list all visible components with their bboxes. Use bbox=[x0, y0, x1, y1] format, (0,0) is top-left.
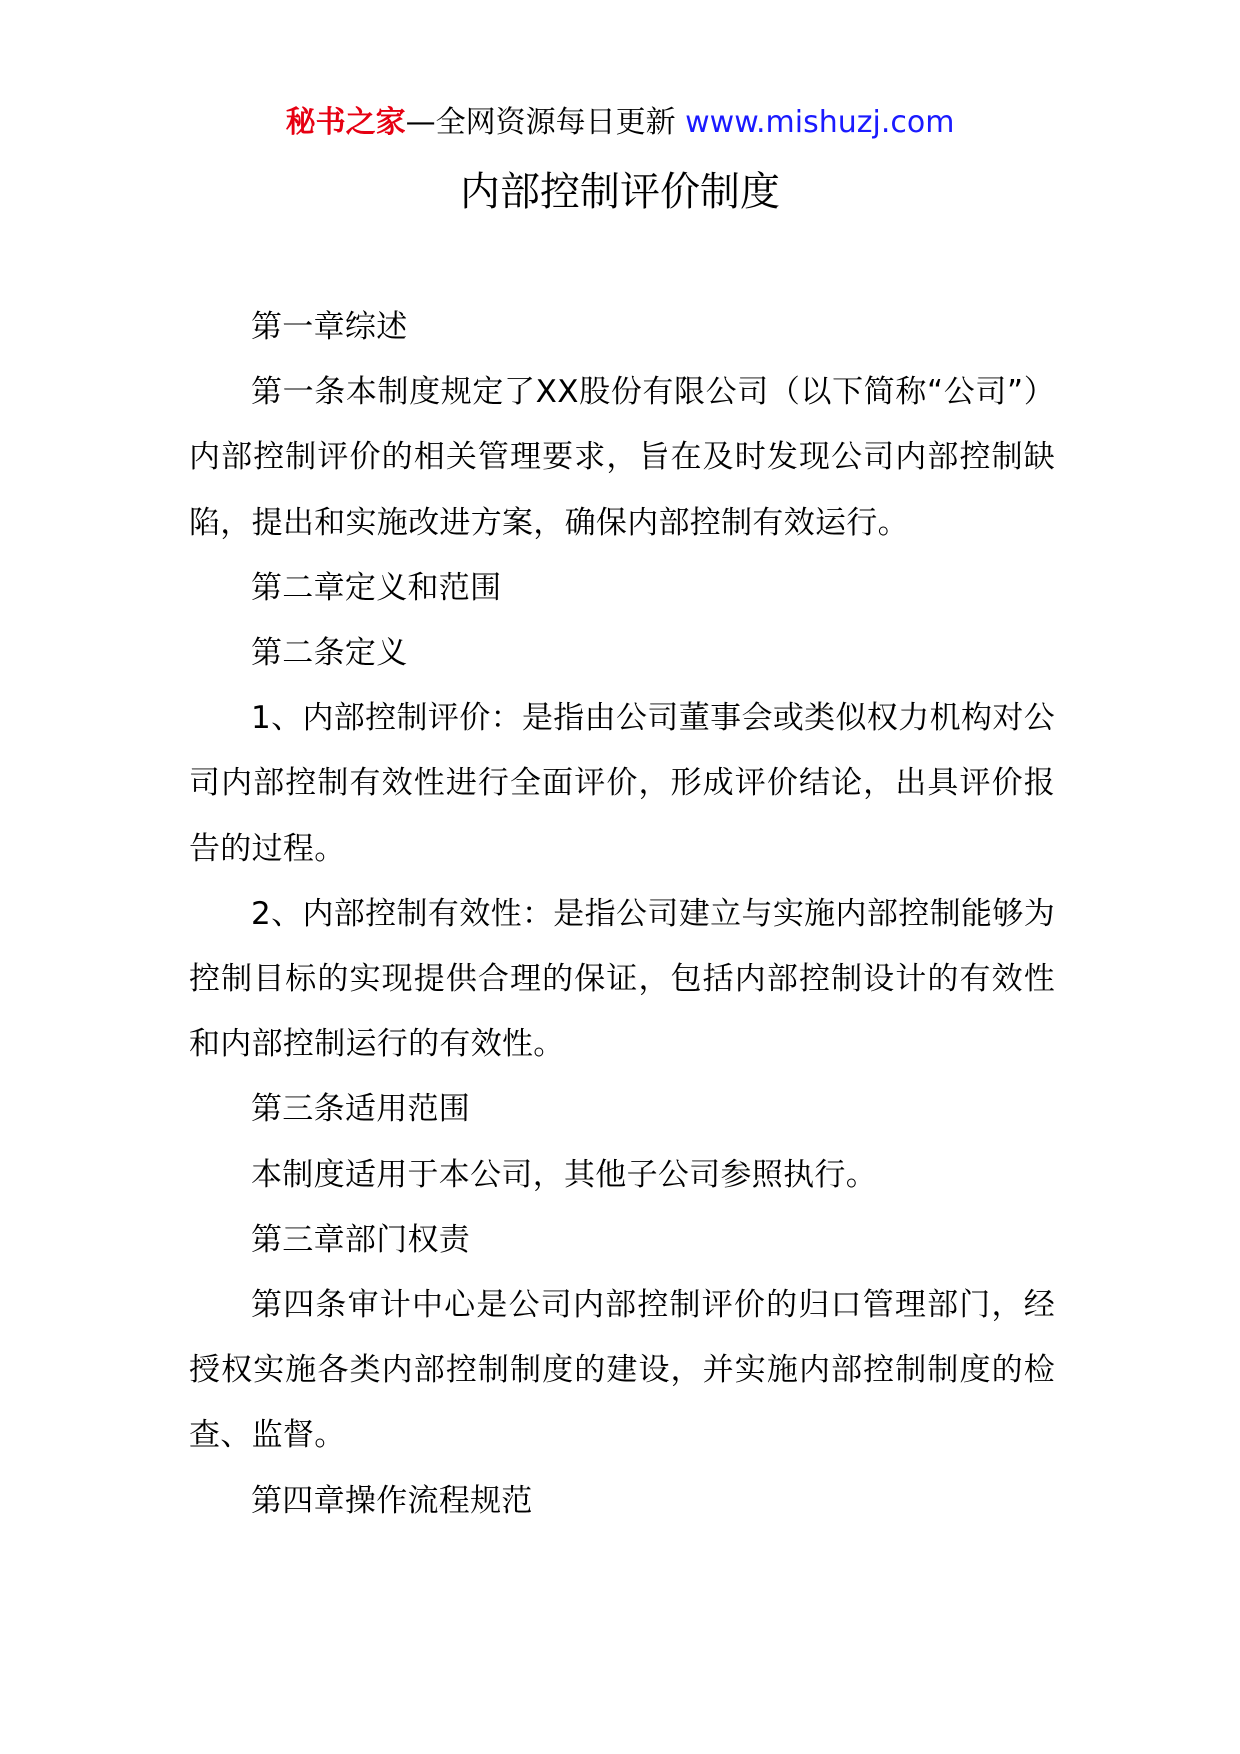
article-1-paragraph: 第一条本制度规定了XX股份有限公司（以下简称“公司”）内部控制评价的相关管理要求，旨在及时发现公司内部控制缺陷，提出和实施改进方案，确保内部控制有效运行。 bbox=[189, 374, 1055, 541]
document-body bbox=[189, 295, 1055, 1534]
site-url-link[interactable]: www.mishuzj.com bbox=[685, 105, 955, 140]
document-title: 内部控制评价制度 bbox=[460, 169, 780, 215]
article-2-heading: 第二条定义 bbox=[251, 635, 408, 672]
header-banner bbox=[0, 103, 1240, 143]
chapter-1-heading: 第一章综述 bbox=[251, 309, 408, 345]
article-4-paragraph: 第四条审计中心是公司内部控制评价的归口管理部门，经授权实施各类内部控制制度的建设，并实施内部控制制度的检查、监督。 bbox=[189, 1287, 1055, 1454]
scope-paragraph: 本制度适用于本公司，其他子公司参照执行。 bbox=[251, 1156, 877, 1193]
definition-1-paragraph: 1、内部控制评价：是指由公司董事会或类似权力机构对公司内部控制有效性进行全面评价，形成评价结论，出具评价报告的过程。 bbox=[189, 700, 1055, 867]
chapter-3-heading: 第三章部门权责 bbox=[251, 1221, 471, 1258]
chapter-2-heading: 第二章定义和范围 bbox=[251, 569, 502, 606]
brand-name: 秘书之家 bbox=[285, 105, 406, 140]
definition-2-paragraph: 2、内部控制有效性：是指公司建立与实施内部控制能够为控制目标的实现提供合理的保证，包括内部控制设计的有效性和内部控制运行的有效性。 bbox=[189, 895, 1055, 1063]
article-3-heading: 第三条适用范围 bbox=[251, 1091, 471, 1128]
chapter-4-heading: 第四章操作流程规范 bbox=[251, 1482, 533, 1519]
slogan-text: —全网资源每日更新 bbox=[405, 105, 676, 140]
